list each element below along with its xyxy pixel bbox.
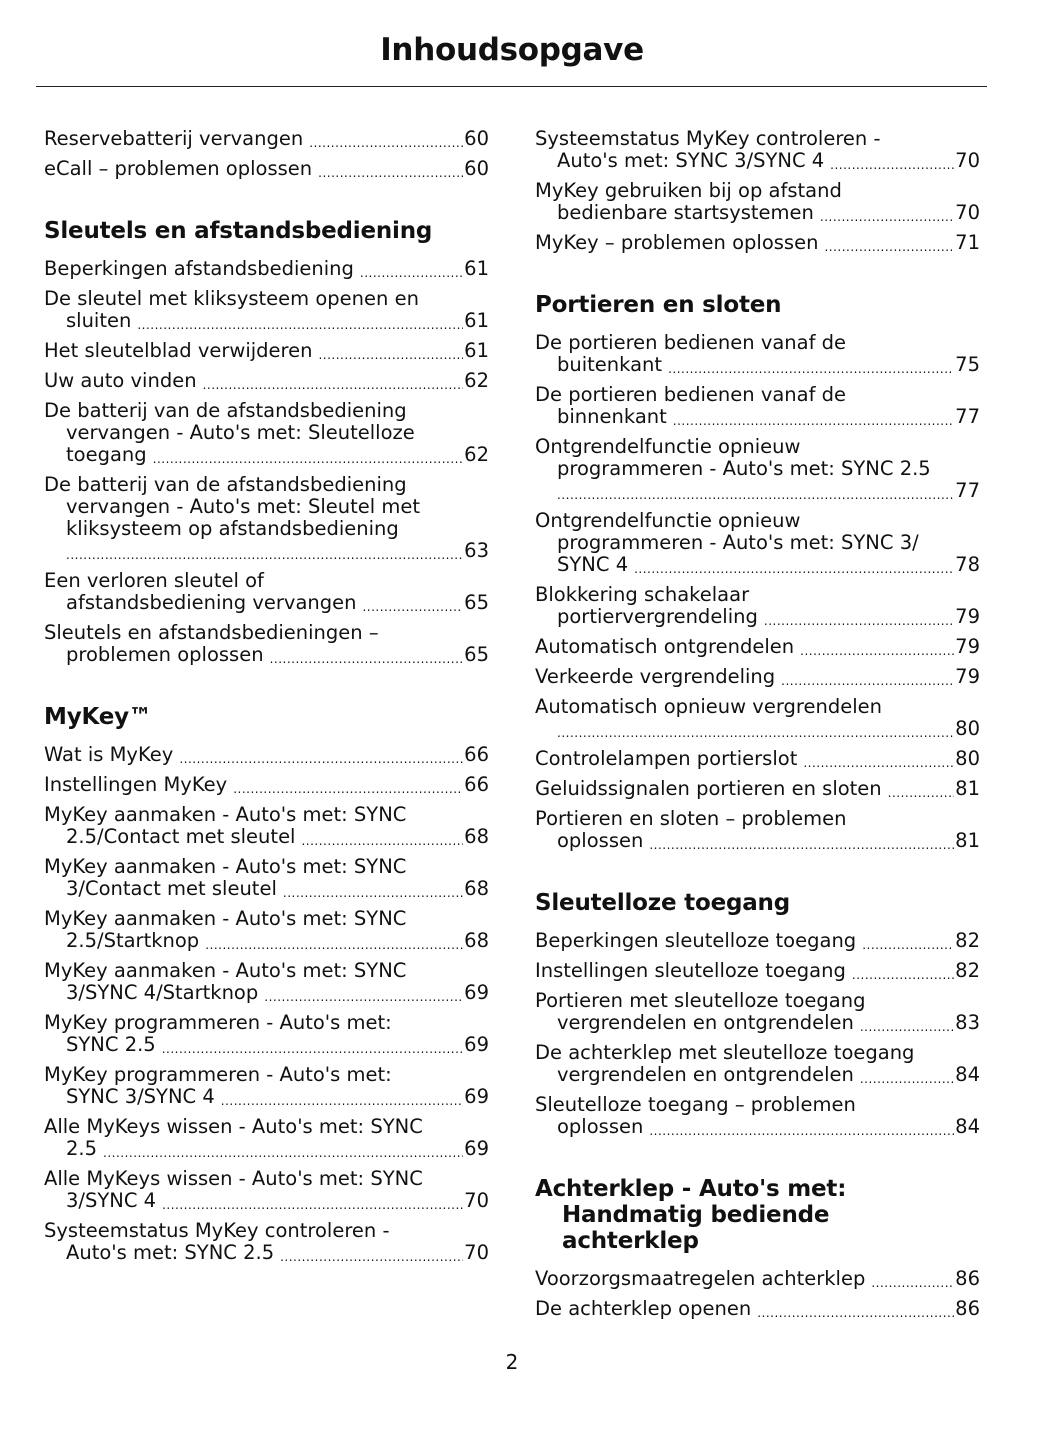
toc-entry-last-line	[535, 960, 980, 982]
dot-leader	[162, 1198, 463, 1212]
toc-entry-text: Controlelampen portierslot	[535, 747, 798, 770]
dot-leader	[860, 1020, 954, 1034]
toc-entry[interactable]	[44, 622, 489, 666]
toc-entry[interactable]	[535, 960, 980, 982]
toc-page-number[interactable]: 80	[955, 717, 980, 740]
toc-page-number[interactable]: 71	[955, 231, 980, 254]
toc-page-number[interactable]: 68	[464, 877, 489, 900]
toc-entry-text: binnenkant	[557, 405, 667, 428]
dot-leader	[764, 614, 954, 628]
toc-entry-last-line	[44, 930, 489, 952]
toc-page-number[interactable]: 66	[464, 743, 489, 766]
toc-entry-text: Instellingen MyKey	[44, 773, 228, 796]
toc-page-number[interactable]: 77	[955, 405, 980, 428]
toc-entry[interactable]	[535, 930, 980, 952]
toc-entry-last-line	[535, 1298, 980, 1320]
toc-entry-text: Alle MyKeys wissen - Auto's met: SYNC	[44, 1115, 423, 1138]
dot-leader	[557, 726, 954, 740]
toc-page-number[interactable]: 86	[955, 1267, 980, 1290]
section-spacer	[535, 860, 980, 890]
dot-leader	[634, 562, 954, 576]
toc-page-number[interactable]: 80	[955, 747, 980, 770]
toc-entry-last-line	[535, 1012, 980, 1034]
section-heading-line: Handmatig bediende	[562, 1202, 830, 1228]
toc-entry[interactable]	[535, 748, 980, 770]
toc-entry-text: SYNC 3/SYNC 4	[66, 1085, 215, 1108]
toc-entry-text: MyKey – problemen oplossen	[535, 231, 819, 254]
toc-entry-text: Een verloren sleutel of	[44, 569, 264, 592]
toc-entry[interactable]	[535, 128, 980, 172]
toc-page-number[interactable]: 84	[955, 1115, 980, 1138]
toc-entry-line	[44, 960, 489, 982]
toc-entry-line	[535, 584, 980, 606]
toc-entry-last-line	[44, 340, 489, 362]
dot-leader	[309, 136, 463, 150]
dot-leader	[649, 1124, 954, 1138]
toc-entry-last-line	[535, 930, 980, 952]
toc-entry[interactable]	[535, 584, 980, 628]
toc-entry-line	[44, 474, 489, 496]
dot-leader	[153, 452, 464, 466]
toc-entry-text: Sleutelloze toegang – problemen	[535, 1093, 856, 1116]
toc-page-number[interactable]: 70	[955, 201, 980, 224]
toc-entry-text: Alle MyKeys wissen - Auto's met: SYNC	[44, 1167, 423, 1190]
section-spacer	[44, 674, 489, 704]
dot-leader	[103, 1146, 463, 1160]
toc-page-number[interactable]: 60	[464, 127, 489, 150]
dot-leader	[162, 1042, 463, 1056]
section-spacer	[44, 730, 489, 744]
section-heading-line: Sleutels en afstandsbediening	[44, 218, 433, 244]
toc-entry[interactable]	[535, 808, 980, 852]
toc-entry-text: Reservebatterij vervangen	[44, 127, 304, 150]
dot-leader	[803, 756, 954, 770]
toc-entry-line	[44, 1168, 489, 1190]
toc-page-number[interactable]: 61	[464, 339, 489, 362]
toc-entry-line	[44, 622, 489, 644]
toc-entry-last-line	[535, 150, 980, 172]
toc-entry-line	[535, 458, 980, 480]
dot-leader	[781, 674, 954, 688]
toc-entry-text: oplossen	[557, 829, 644, 852]
toc-entry-text: Systeemstatus MyKey controleren -	[535, 127, 881, 150]
toc-entry[interactable]	[44, 128, 489, 150]
dot-leader	[233, 782, 463, 796]
toc-page-number[interactable]: 86	[955, 1297, 980, 1320]
toc-entry-text: De portieren bedienen vanaf de	[535, 331, 847, 354]
toc-entry[interactable]	[535, 778, 980, 800]
toc-entry-line	[535, 696, 980, 718]
toc-page-number[interactable]: 68	[464, 825, 489, 848]
toc-entry-text: Het sleutelblad verwijderen	[44, 339, 313, 362]
toc-entry-text: problemen oplossen	[66, 643, 264, 666]
toc-entry-text: MyKey aanmaken - Auto's met: SYNC	[44, 855, 407, 878]
toc-entry-line	[535, 436, 980, 458]
toc-entry-text: MyKey aanmaken - Auto's met: SYNC	[44, 907, 407, 930]
toc-entry-text: Systeemstatus MyKey controleren -	[44, 1219, 390, 1242]
toc-page-number[interactable]: 78	[955, 553, 980, 576]
toc-entry-text: vergrendelen en ontgrendelen	[557, 1063, 854, 1086]
toc-entry[interactable]	[44, 1064, 489, 1108]
toc-entry[interactable]	[44, 774, 489, 796]
toc-entry[interactable]	[44, 340, 489, 362]
title-divider	[36, 86, 987, 87]
toc-entry[interactable]	[535, 384, 980, 428]
toc-entry[interactable]	[44, 804, 489, 848]
toc-entry-text: De achterklep met sleutelloze toegang	[535, 1041, 915, 1064]
toc-entry-text: Ontgrendelfunctie opnieuw	[535, 435, 801, 458]
toc-entry-text: SYNC 4	[557, 553, 629, 576]
toc-entry-text: programmeren - Auto's met: SYNC 3/	[557, 531, 919, 554]
toc-entry-text: vergrendelen en ontgrendelen	[557, 1011, 854, 1034]
toc-entry-last-line	[44, 310, 489, 332]
toc-entry-line	[535, 510, 980, 532]
toc-entry-line	[535, 532, 980, 554]
toc-entry[interactable]	[535, 636, 980, 658]
toc-entry[interactable]	[44, 856, 489, 900]
toc-entry-last-line	[535, 202, 980, 224]
toc-column-right	[535, 128, 980, 1328]
section-heading	[535, 890, 980, 916]
dot-leader	[860, 1072, 954, 1086]
dot-leader	[888, 786, 955, 800]
toc-entry-text: eCall – problemen oplossen	[44, 157, 313, 180]
toc-entry[interactable]	[44, 400, 489, 466]
dot-leader	[221, 1094, 463, 1108]
toc-entry-last-line	[44, 1242, 489, 1264]
toc-entry-text: toegang	[66, 443, 147, 466]
toc-entry-line	[535, 1094, 980, 1116]
dot-leader	[179, 752, 463, 766]
toc-page-number[interactable]: 66	[464, 773, 489, 796]
dot-leader	[362, 600, 463, 614]
dot-leader	[852, 968, 954, 982]
toc-entry[interactable]	[44, 960, 489, 1004]
dot-leader	[557, 488, 954, 502]
toc-page-number[interactable]: 69	[464, 1137, 489, 1160]
toc-entry-text: Verkeerde vergrendeling	[535, 665, 776, 688]
toc-entry-text: MyKey programmeren - Auto's met:	[44, 1011, 392, 1034]
toc-page-number[interactable]: 70	[464, 1189, 489, 1212]
toc-entry-text: Voorzorgsmaatregelen achterklep	[535, 1267, 866, 1290]
dot-leader	[360, 266, 463, 280]
toc-entry-line	[44, 496, 489, 518]
toc-page-number[interactable]: 69	[464, 1085, 489, 1108]
dot-leader	[66, 548, 463, 562]
toc-entry-last-line	[44, 540, 489, 562]
toc-entry-text: Ontgrendelfunctie opnieuw	[535, 509, 801, 532]
toc-entry-text: Beperkingen sleutelloze toegang	[535, 929, 857, 952]
toc-entry-text: De portieren bedienen vanaf de	[535, 383, 847, 406]
toc-entry-text: 3/SYNC 4	[66, 1189, 157, 1212]
section-spacer	[535, 1146, 980, 1176]
toc-entry-text: Portieren met sleutelloze toegang	[535, 989, 866, 1012]
toc-entry[interactable]	[535, 1042, 980, 1086]
toc-page-number[interactable]: 65	[464, 643, 489, 666]
toc-entry-line	[44, 288, 489, 310]
toc-entry-last-line	[44, 1034, 489, 1056]
toc-entry[interactable]	[535, 1268, 980, 1290]
toc-entry-last-line	[535, 666, 980, 688]
toc-entry-text: MyKey programmeren - Auto's met:	[44, 1063, 392, 1086]
toc-entry-last-line	[44, 444, 489, 466]
toc-page-number[interactable]: 69	[464, 1033, 489, 1056]
toc-entry-text: Wat is MyKey	[44, 743, 174, 766]
toc-page-number[interactable]: 75	[955, 353, 980, 376]
toc-entry[interactable]	[44, 744, 489, 766]
toc-entry-text: De batterij van de afstandsbediening	[44, 473, 407, 496]
toc-entry[interactable]	[44, 370, 489, 392]
toc-entry[interactable]	[44, 1220, 489, 1264]
toc-entry-text: bedienbare startsystemen	[557, 201, 814, 224]
toc-entry-last-line	[535, 232, 980, 254]
toc-entry-text: programmeren - Auto's met: SYNC 2.5	[557, 457, 931, 480]
dot-leader	[270, 652, 464, 666]
toc-entry-line	[44, 856, 489, 878]
dot-leader	[830, 158, 954, 172]
dot-leader	[283, 886, 463, 900]
toc-entry[interactable]	[535, 1094, 980, 1138]
toc-entry[interactable]	[44, 1116, 489, 1160]
toc-entry-text: De sleutel met kliksysteem openen en	[44, 287, 419, 310]
toc-page-number[interactable]: 65	[464, 591, 489, 614]
toc-entry-line	[535, 808, 980, 830]
toc-entry-last-line	[535, 480, 980, 502]
dot-leader	[800, 644, 954, 658]
toc-entry-line	[44, 1064, 489, 1086]
dot-leader	[824, 240, 954, 254]
toc-column-left	[44, 128, 489, 1272]
toc-entry[interactable]	[535, 232, 980, 254]
dot-leader	[668, 362, 954, 376]
toc-entry[interactable]	[535, 180, 980, 224]
toc-entry-last-line	[44, 370, 489, 392]
toc-entry-line	[535, 1042, 980, 1064]
toc-entry-line	[535, 990, 980, 1012]
dot-leader	[757, 1306, 954, 1320]
toc-page-number[interactable]: 70	[464, 1241, 489, 1264]
toc-page-number[interactable]: 81	[955, 829, 980, 852]
toc-entry-last-line	[535, 1064, 980, 1086]
toc-entry-last-line	[535, 636, 980, 658]
toc-entry-text: vervangen - Auto's met: Sleutelloze	[66, 421, 415, 444]
toc-entry-last-line	[535, 406, 980, 428]
toc-entry[interactable]	[44, 158, 489, 180]
toc-entry-last-line	[44, 1190, 489, 1212]
dot-leader	[137, 318, 463, 332]
toc-page-number[interactable]: 62	[464, 369, 489, 392]
toc-entry-text: Sleutels en afstandsbedieningen –	[44, 621, 379, 644]
toc-entry-last-line	[535, 354, 980, 376]
toc-entry-last-line	[535, 748, 980, 770]
toc-entry-text: Portieren en sloten – problemen	[535, 807, 847, 830]
toc-entry-text: De batterij van de afstandsbediening	[44, 399, 407, 422]
toc-entry-last-line	[44, 258, 489, 280]
section-heading-line: MyKey™	[44, 704, 152, 730]
toc-entry-line	[44, 804, 489, 826]
toc-entry-text: Instellingen sleutelloze toegang	[535, 959, 846, 982]
toc-entry-text: Geluidssignalen portieren en sloten	[535, 777, 882, 800]
toc-page-number[interactable]: 62	[464, 443, 489, 466]
toc-entry-last-line	[535, 554, 980, 576]
dot-leader	[820, 210, 954, 224]
dot-leader	[871, 1276, 954, 1290]
section-heading-line: Achterklep - Auto's met:	[535, 1176, 847, 1202]
toc-entry-last-line	[44, 982, 489, 1004]
toc-entry-line	[535, 384, 980, 406]
toc-page-number[interactable]: 79	[955, 605, 980, 628]
toc-entry-line	[535, 332, 980, 354]
toc-entry[interactable]	[535, 1298, 980, 1320]
toc-entry-last-line	[44, 158, 489, 180]
toc-entry-last-line	[535, 718, 980, 740]
toc-entry-line	[44, 400, 489, 422]
toc-entry-text: vervangen - Auto's met: Sleutel met	[66, 495, 421, 518]
section-heading	[535, 292, 980, 318]
toc-entry-line	[44, 1220, 489, 1242]
toc-page-number[interactable]: 61	[464, 309, 489, 332]
toc-entry-text: De achterklep openen	[535, 1297, 752, 1320]
toc-entry[interactable]	[44, 908, 489, 952]
section-heading-line: Sleutelloze toegang	[535, 890, 790, 916]
toc-entry-line	[535, 180, 980, 202]
toc-entry-text: afstandsbediening vervangen	[66, 591, 357, 614]
toc-entry-text: Beperkingen afstandsbediening	[44, 257, 354, 280]
dot-leader	[649, 838, 954, 852]
toc-entry-text: portiervergrendeling	[557, 605, 758, 628]
section-spacer	[535, 318, 980, 332]
toc-entry-text: 3/Contact met sleutel	[66, 877, 277, 900]
section-heading	[535, 1176, 980, 1254]
toc-page-number[interactable]: 63	[464, 539, 489, 562]
toc-entry[interactable]	[535, 990, 980, 1034]
toc-entry-last-line	[44, 826, 489, 848]
toc-page-number[interactable]: 61	[464, 257, 489, 280]
toc-entry-text: Auto's met: SYNC 2.5	[66, 1241, 275, 1264]
toc-entry-text: Automatisch ontgrendelen	[535, 635, 795, 658]
toc-entry-last-line	[44, 128, 489, 150]
toc-entry[interactable]	[44, 570, 489, 614]
toc-page-number[interactable]: 69	[464, 981, 489, 1004]
toc-page-number[interactable]: 77	[955, 479, 980, 502]
toc-page-number[interactable]: 82	[955, 929, 980, 952]
toc-entry[interactable]	[44, 288, 489, 332]
toc-page-number[interactable]: 70	[955, 149, 980, 172]
section-heading	[44, 218, 489, 244]
toc-entry-line	[44, 908, 489, 930]
dot-leader	[301, 834, 463, 848]
toc-entry-last-line	[44, 592, 489, 614]
toc-page-number[interactable]: 82	[955, 959, 980, 982]
toc-entry-last-line	[44, 774, 489, 796]
toc-entry-last-line	[44, 1086, 489, 1108]
toc-entry-text: Blokkering schakelaar	[535, 583, 750, 606]
toc-entry-text: MyKey aanmaken - Auto's met: SYNC	[44, 959, 407, 982]
toc-page-number[interactable]: 60	[464, 157, 489, 180]
dot-leader	[264, 990, 463, 1004]
toc-entry[interactable]	[535, 332, 980, 376]
toc-page-number[interactable]: 79	[955, 665, 980, 688]
section-spacer	[44, 188, 489, 218]
toc-page-number[interactable]: 79	[955, 635, 980, 658]
toc-entry-text: MyKey aanmaken - Auto's met: SYNC	[44, 803, 407, 826]
toc-entry-last-line	[44, 744, 489, 766]
toc-entry[interactable]	[535, 510, 980, 576]
toc-page-number[interactable]: 83	[955, 1011, 980, 1034]
toc-entry-last-line	[535, 1268, 980, 1290]
section-spacer	[44, 244, 489, 258]
section-spacer	[535, 916, 980, 930]
toc-entry-text: Uw auto vinden	[44, 369, 197, 392]
toc-entry-last-line	[44, 644, 489, 666]
page-number: 2	[505, 1350, 519, 1374]
toc-entry-line	[44, 422, 489, 444]
toc-entry-text: oplossen	[557, 1115, 644, 1138]
toc-entry-text: Auto's met: SYNC 3/SYNC 4	[557, 149, 825, 172]
toc-entry-line	[535, 128, 980, 150]
toc-page-number[interactable]: 81	[955, 777, 980, 800]
toc-entry[interactable]	[44, 474, 489, 562]
toc-entry-text: 2.5/Contact met sleutel	[66, 825, 296, 848]
toc-entry-text: buitenkant	[557, 353, 663, 376]
section-spacer	[535, 1254, 980, 1268]
section-spacer	[535, 262, 980, 292]
dot-leader	[205, 938, 463, 952]
toc-entry[interactable]	[44, 1012, 489, 1056]
toc-entry[interactable]	[535, 666, 980, 688]
toc-entry-text: 3/SYNC 4/Startknop	[66, 981, 259, 1004]
toc-entry-text: 2.5/Startknop	[66, 929, 200, 952]
toc-page-number[interactable]: 84	[955, 1063, 980, 1086]
toc-entry-line	[44, 1012, 489, 1034]
toc-entry-text: sluiten	[66, 309, 132, 332]
toc-entry-line	[44, 518, 489, 540]
section-heading-line: achterklep	[562, 1228, 699, 1254]
toc-entry-last-line	[535, 1116, 980, 1138]
section-heading-line: Portieren en sloten	[535, 292, 782, 318]
toc-entry-line	[44, 1116, 489, 1138]
toc-entry-last-line	[44, 878, 489, 900]
toc-entry-text: MyKey gebruiken bij op afstand	[535, 179, 842, 202]
toc-entry[interactable]	[535, 436, 980, 502]
dot-leader	[862, 938, 954, 952]
toc-entry[interactable]	[44, 258, 489, 280]
toc-entry-text: kliksysteem op afstandsbediening	[66, 517, 399, 540]
toc-entry-text: SYNC 2.5	[66, 1033, 156, 1056]
dot-leader	[280, 1250, 463, 1264]
toc-entry-last-line	[535, 778, 980, 800]
toc-entry-text: 2.5	[66, 1137, 98, 1160]
dot-leader	[318, 166, 463, 180]
toc-page-number[interactable]: 68	[464, 929, 489, 952]
toc-entry-last-line	[535, 830, 980, 852]
toc-entry[interactable]	[535, 696, 980, 740]
toc-entry-line	[44, 570, 489, 592]
toc-entry-last-line	[44, 1138, 489, 1160]
toc-entry[interactable]	[44, 1168, 489, 1212]
dot-leader	[673, 414, 954, 428]
dot-leader	[203, 378, 464, 392]
dot-leader	[318, 348, 463, 362]
toc-entry-text: Automatisch opnieuw vergrendelen	[535, 695, 882, 718]
page-title: Inhoudsopgave	[380, 32, 644, 68]
section-heading	[44, 704, 489, 730]
toc-entry-last-line	[535, 606, 980, 628]
